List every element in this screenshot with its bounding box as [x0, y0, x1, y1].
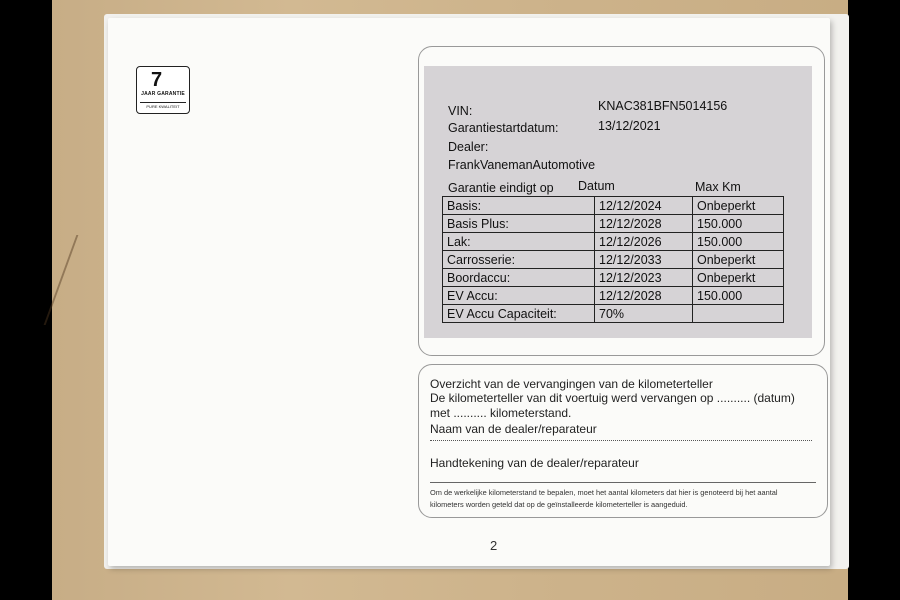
odometer-line1: De kilometerteller van dit voertuig werd vervangen op .......... (datum) — [430, 391, 795, 405]
logo-line1: JAAR GARANTIE — [141, 91, 185, 97]
warranty-row — [443, 269, 784, 287]
row-km: 150.000 — [693, 287, 784, 305]
start-value: 13/12/2021 — [598, 119, 661, 133]
warranty-table — [442, 196, 784, 323]
odometer-line2: met .......... kilometerstand. — [430, 406, 572, 420]
warranty-row — [443, 215, 784, 233]
row-km: Onbeperkt — [693, 269, 784, 287]
row-name: EV Accu: — [443, 287, 595, 305]
note-separator — [430, 482, 816, 483]
row-date: 12/12/2026 — [595, 233, 693, 251]
table-head-period: Garantie eindigt op — [448, 181, 554, 195]
warranty-row — [443, 197, 784, 215]
vin-label: VIN: — [448, 104, 473, 118]
row-name: EV Accu Capaciteit: — [443, 305, 595, 323]
dealer-name-dotted-line — [430, 440, 812, 441]
warranty-row — [443, 305, 784, 323]
warranty-row — [443, 251, 784, 269]
odometer-note2: kilometers worden geteld dat op de geïnstalleerde kilometerteller is aangeduid. — [430, 500, 688, 509]
row-name: Basis: — [443, 197, 595, 215]
row-name: Basis Plus: — [443, 215, 595, 233]
page-number: 2 — [490, 538, 498, 553]
row-km — [693, 305, 784, 323]
row-km: 150.000 — [693, 215, 784, 233]
vin-value: KNAC381BFN5014156 — [598, 99, 728, 113]
warranty-row — [443, 233, 784, 251]
warranty-logo — [136, 66, 190, 114]
odometer-title: Overzicht van de vervangingen van de kilometerteller — [430, 377, 713, 391]
odometer-line3: Naam van de dealer/reparateur — [430, 422, 597, 436]
odometer-note1: Om de werkelijke kilometerstand te bepalen, moet het aantal kilometers dat hier is genoteerd bij het aantal — [430, 488, 778, 497]
table-head-km: Max Km — [695, 180, 741, 194]
row-date: 12/12/2033 — [595, 251, 693, 269]
logo-number: 7 — [151, 69, 163, 91]
row-date: 70% — [595, 305, 693, 323]
dealer-label: Dealer: — [448, 140, 489, 154]
right-black-band — [848, 0, 900, 600]
odometer-line4: Handtekening van de dealer/reparateur — [430, 456, 639, 470]
table-head-date: Datum — [578, 179, 615, 193]
row-km: Onbeperkt — [693, 197, 784, 215]
row-km: Onbeperkt — [693, 251, 784, 269]
dealer-value: FrankVanemanAutomotive — [448, 158, 596, 172]
row-km: 150.000 — [693, 233, 784, 251]
start-label: Garantiestartdatum: — [448, 121, 559, 135]
row-name: Boordaccu: — [443, 269, 595, 287]
row-date: 12/12/2023 — [595, 269, 693, 287]
row-name: Lak: — [443, 233, 595, 251]
row-date: 12/12/2028 — [595, 287, 693, 305]
row-name: Carrosserie: — [443, 251, 595, 269]
row-date: 12/12/2024 — [595, 197, 693, 215]
left-black-band — [0, 0, 52, 600]
logo-line2: PURE KWALITEIT — [140, 102, 186, 109]
row-date: 12/12/2028 — [595, 215, 693, 233]
warranty-row — [443, 287, 784, 305]
